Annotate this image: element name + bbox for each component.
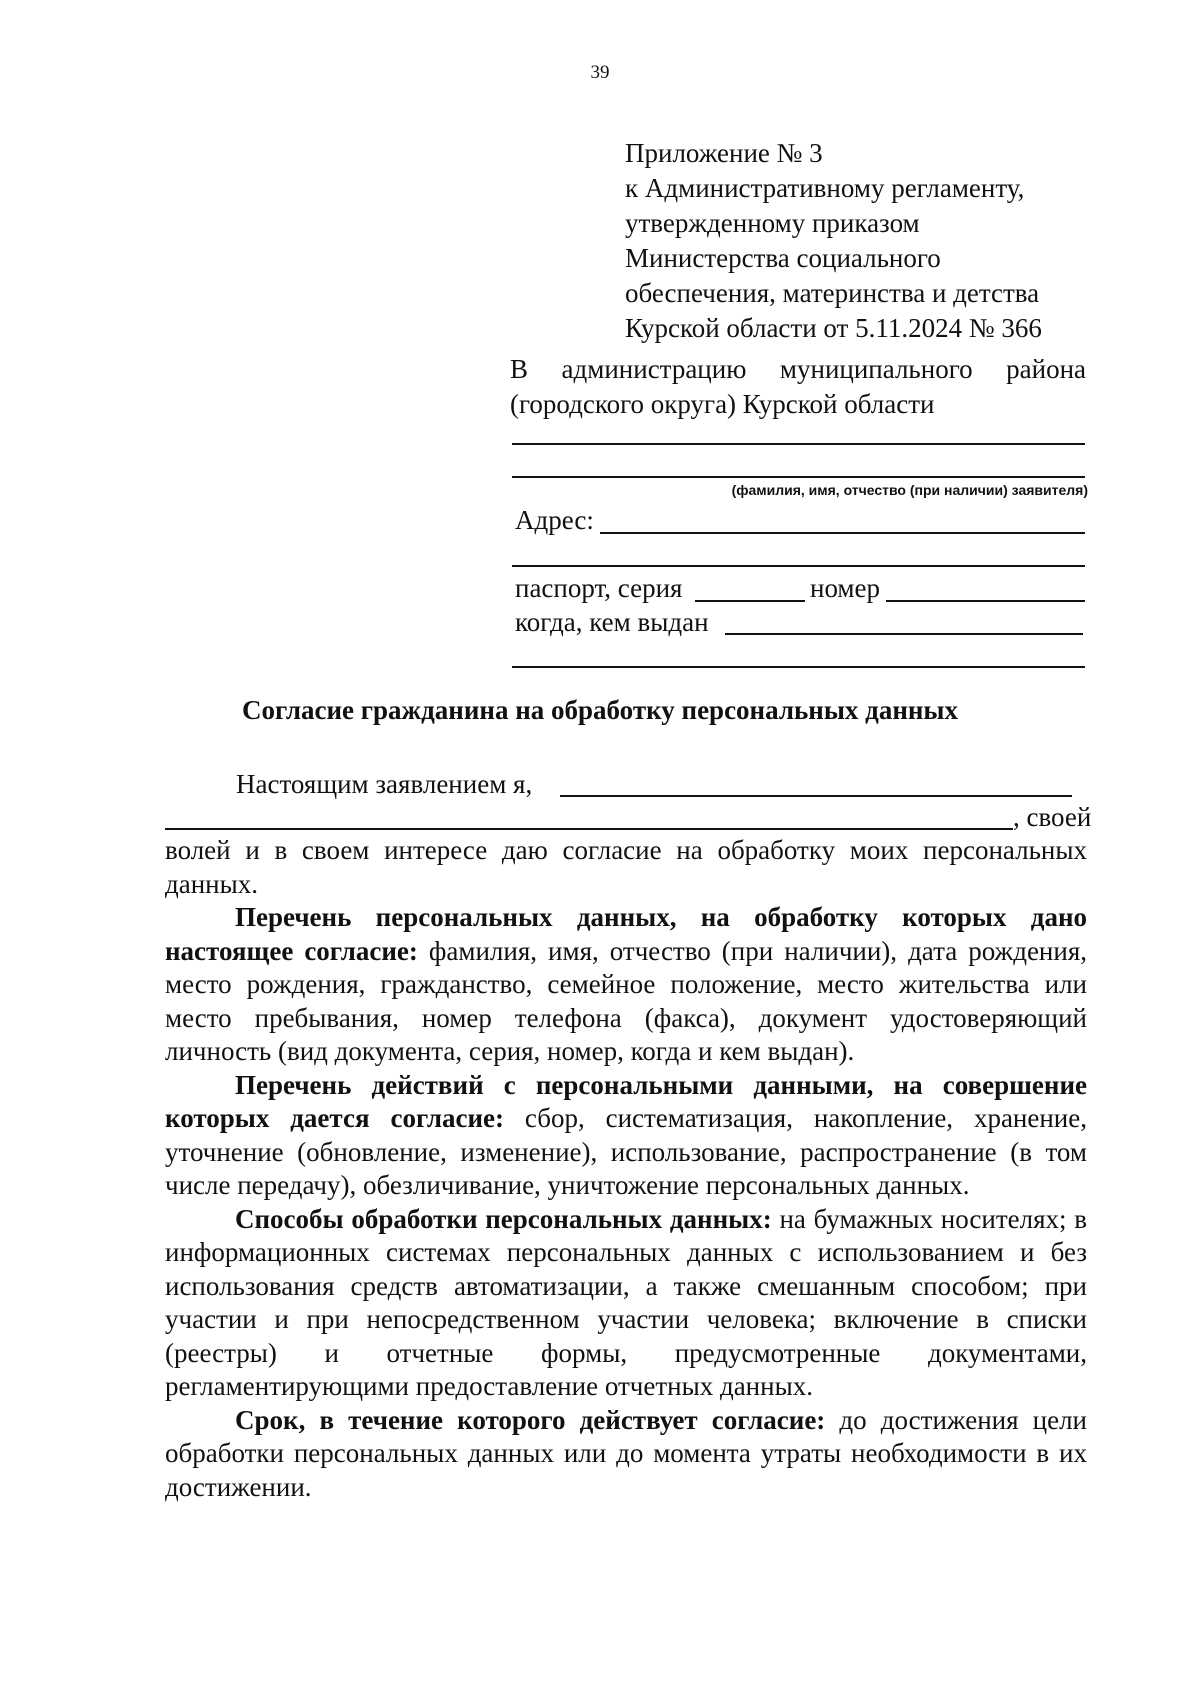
passport-number-blank[interactable]	[886, 600, 1085, 602]
section-text: сбор, систематизация, накопление, хранение, уточнение (обновление, изменение), использование, распространение (в том числе передачу), обезличивание, уничтожение персональных данных.	[165, 1103, 1087, 1200]
appendix-line: утвержденному приказом	[625, 208, 920, 238]
passport-number-label: номер	[810, 573, 881, 603]
processing-methods-paragraph	[165, 1203, 1087, 1404]
section-heading: Срок, в течение которого действует согласие:	[235, 1404, 826, 1435]
issued-by-label: когда, кем выдан	[515, 607, 709, 637]
passport-series-label: паспорт, серия	[515, 573, 683, 603]
address-label: Адрес:	[515, 505, 594, 535]
page-number: 39	[590, 62, 610, 83]
consent-will-tail: , своей	[1013, 802, 1092, 832]
section-heading: Способы обработки персональных данных:	[235, 1203, 772, 1234]
section-text: на бумажных носителях; в информационных системах персональных данных с использованием и без использования средств автоматизации, а также смешанным способом; при участии и при непосредственном участии человека; включение в списки (реестры) и отчетные формы, предусмотренные документами, регламентирующими предоставление отчетных данных.	[165, 1203, 1087, 1401]
consent-continuation: волей и в своем интересе даю согласие на обработку моих персональных данных.	[165, 835, 1087, 899]
addressee-line-2: (городского округа) Курской области	[510, 389, 935, 419]
appendix-line: к Административному регламенту,	[625, 173, 1025, 203]
section-text: фамилия, имя, отчество (при наличии), дата рождения, место рождения, гражданство, семейное положение, место жительства или место пребывания, номер телефона (факса), документ удостоверяющий личность (вид документа, серия, номер, когда и кем выдан).	[165, 935, 1087, 1066]
consent-name-blank-2[interactable]	[165, 828, 1013, 830]
personal-data-list-paragraph	[165, 901, 1087, 1069]
name-field-caption: (фамилия, имя, отчество (при наличии) заявителя)	[731, 482, 1088, 498]
name-blank-line-2[interactable]	[512, 476, 1085, 478]
section-text: до достижения цели обработки персональных данных или до момента утраты необходимости в их достижении.	[165, 1404, 1087, 1502]
appendix-line: Министерства социального	[625, 243, 941, 273]
issued-by-blank-2[interactable]	[512, 666, 1085, 668]
consent-name-blank[interactable]	[560, 795, 1072, 797]
issued-by-blank[interactable]	[725, 633, 1083, 635]
section-heading: Перечень персональных данных, на обработку которых дано настоящее согласие:	[165, 902, 1087, 966]
addressee-line-1: В администрацию муниципального района	[510, 354, 1086, 384]
body-text	[165, 834, 1087, 1504]
consent-term-paragraph	[165, 1404, 1087, 1505]
passport-series-blank[interactable]	[695, 600, 805, 602]
appendix-line: Курской области от 5.11.2024 № 366	[625, 313, 1042, 343]
address-blank-line[interactable]	[600, 532, 1085, 534]
actions-list-paragraph	[165, 1069, 1087, 1203]
appendix-line: Приложение № 3	[625, 138, 823, 168]
address-blank-line-2[interactable]	[512, 565, 1085, 567]
appendix-block	[625, 136, 1042, 346]
name-blank-line-1[interactable]	[512, 443, 1085, 445]
appendix-line: обеспечения, материнства и детства	[625, 278, 1040, 308]
consent-intro: Настоящим заявлением я,	[236, 769, 533, 799]
section-heading: Перечень действий с персональными данными, на совершение которых дается согласие:	[165, 1069, 1087, 1133]
document-title: Согласие гражданина на обработку персональных данных	[241, 695, 959, 725]
addressee-block	[510, 352, 1086, 422]
